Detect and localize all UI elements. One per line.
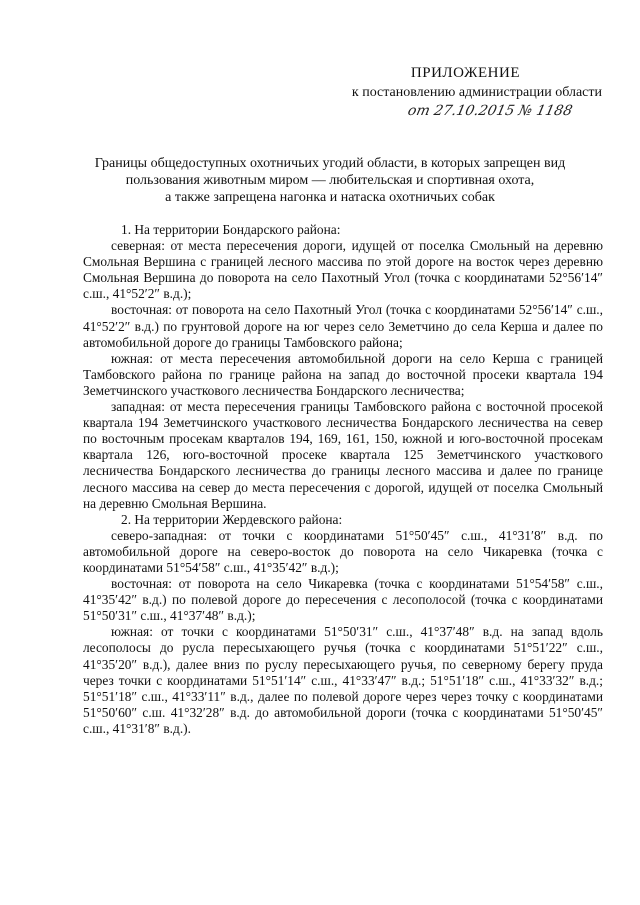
section-heading: 1. На территории Бондарского района: [121,222,341,237]
boundary-paragraph: южная: от точки с координатами 51°50′31″ с.ш., 41°37′48″ в.д. на запад вдоль лесополосы до русла пересыхающего ручья (точка с координатами 51°51′22″ с.ш., 41°35′20″ в.д.), далее вниз по руслу пересыхающего ручья, по северному берегу пруда через точки с координатами 51°51′14″ с.ш., 41°33′47″ в.д.; 51°51′18″ с.ш., 41°33′32″ в.д.; 51°51′18″ с.ш., 41°33′11″ в.д., далее по полевой дороге через через точку с координатами 51°50′60″ с.ш. 41°32′28″ в.д. до автомобильной дороги (точка с координатами 51°50′45″ с.ш., 41°31′8″ в.д.). [83,624,603,736]
boundary-paragraph: северная: от места пересечения дороги, идущей от поселка Смольный на деревню Смольная Вершина с границей лесного массива по этой дороге на восток через деревню Смольная Вершина до поворота на село Пахотный Угол (точка с координатами 52°56′14″ с.ш., 41°52′2″ в.д.); [83,238,603,302]
appendix-header [352,64,602,119]
document-title-line: пользования животным миром — любительская и спортивная охота, [125,173,535,188]
boundary-paragraph: западная: от места пересечения границы Тамбовского района с восточной просекой квартала 194 Земетчинского участкового лесничества Бондарского лесничества на север по восточным просекам кварталов 194, 169, 161, 150, южной и юго-восточной просекам квартала 126, юго-восточной просеке квартала 125 Земетчинского участкового лесничества Бондарского лесничества до границы лесного массива и далее по границе лесного массива на север до места пересечения с дорогой, идущей от поселка Смольный на деревню Смольная Вершина. [83,399,603,511]
document-title [60,155,600,206]
boundary-paragraph: южная: от места пересечения автомобильной дороги на село Керша с границей Тамбовского района по границе района на запад до восточной просеки квартала 194 Земетчинского участкового лесничества Бондарского лесничества; [83,350,603,398]
handwritten-date-number: от 27.10.2015 № 1188 [406,103,574,119]
appendix-title: ПРИЛОЖЕНИЕ [410,65,520,81]
boundary-paragraph: восточная: от поворота на село Пахотный Угол (точка с координатами 52°56′14″ с.ш., 41°52′2″ в.д.) по грунтовой дороге на юг через село Земетчино до села Керша и далее по автомобильной дороге до границы Тамбовского района; [83,302,603,350]
boundary-paragraph: восточная: от поворота на село Чикаревка (точка с координатами 51°54′58″ с.ш., 41°35′42″ в.д.) по полевой дороге до пересечения с лесополосой (точка с координатами 51°50′31″ с.ш., 41°37′48″ в.д.); [83,576,603,624]
document-body [83,222,603,737]
document-title-line: а также запрещена нагонка и натаска охотничьих собак [165,190,495,205]
section-heading: 2. На территории Жердевского района: [121,511,343,527]
appendix-subtitle: к постановлению администрации области [351,85,602,100]
boundary-paragraph: северо-западная: от точки с координатами 51°50′45″ с.ш., 41°31′8″ в.д. по автомобильной дороге на северо-восток до поворота на село Чикаревка (точка с координатами 51°54′58″ с.ш., 41°35′42″ в.д.); [83,527,603,575]
document-title-line: Границы общедоступных охотничьих угодий области, в которых запрещен вид [94,156,566,171]
